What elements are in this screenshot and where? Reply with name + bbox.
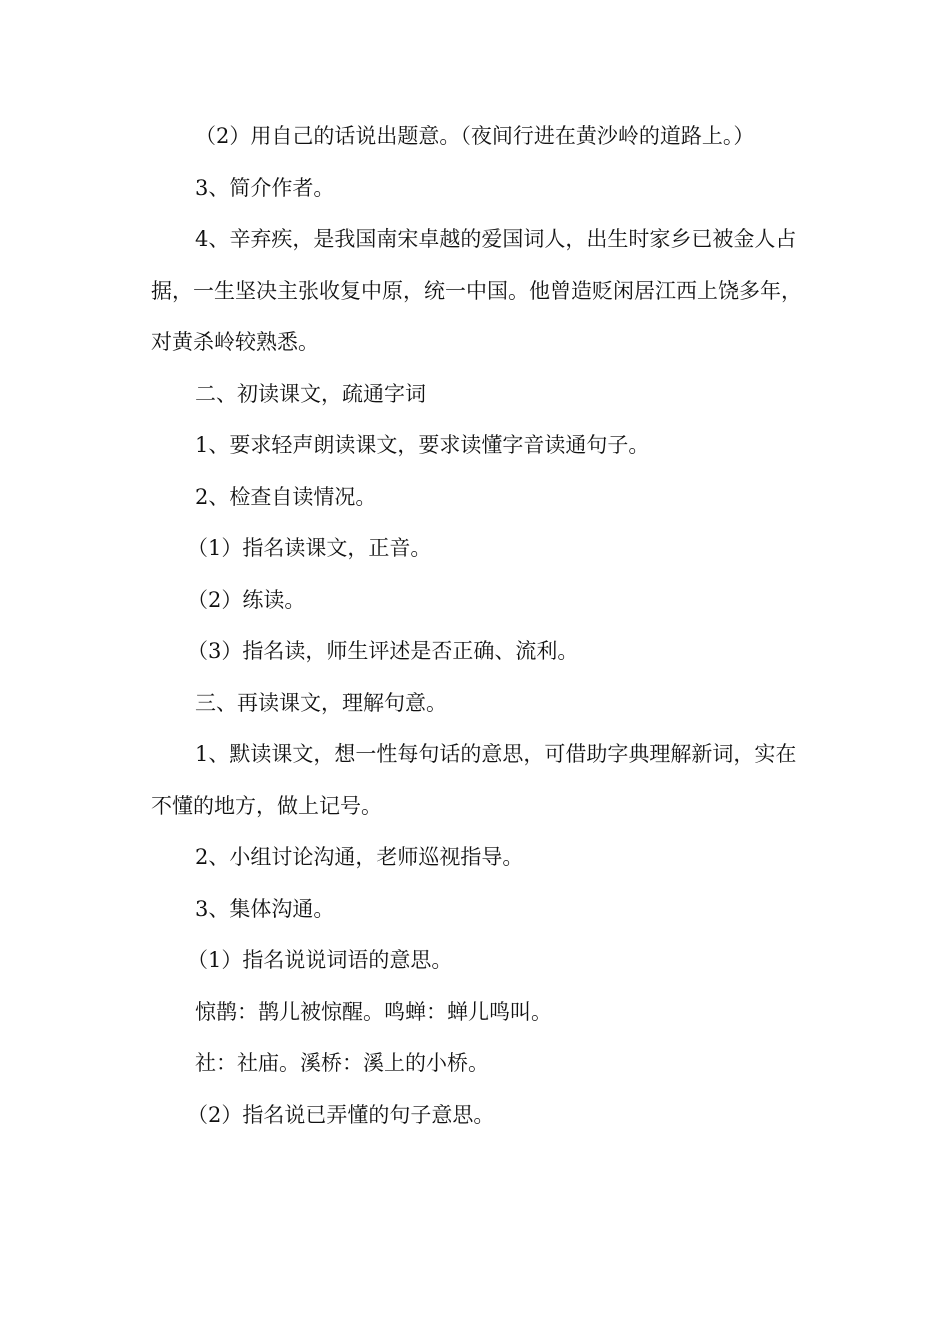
paragraph-title-meaning: （2）用自己的话说出题意。（夜间行进在黄沙岭的道路上。）: [195, 124, 755, 148]
list-item-pronunciation: （1）指名读课文，正音。: [187, 536, 432, 560]
list-item-sentence-meanings: （2）指名说已弄懂的句子意思。: [187, 1102, 495, 1127]
glossary-line-1: 惊鹊：鹊儿被惊醒。鸣蝉：蝉儿鸣叫。: [195, 999, 552, 1024]
paragraph-check-reading: 2、检查自读情况。: [195, 484, 377, 509]
document-body: [151, 111, 811, 1141]
paragraph-read-aloud: 1、要求轻声朗读课文，要求读懂字音读通句子。: [195, 433, 650, 457]
list-item-practice: （2）练读。: [187, 587, 306, 612]
list-item-evaluation: （3）指名读，师生评述是否正确、流利。: [187, 639, 579, 663]
paragraph-author-intro: 3、简介作者。: [195, 175, 335, 200]
section-heading-second-reading: 三、再读课文，理解句意。: [195, 690, 447, 715]
glossary-line-2: 社：社庙。溪桥：溪上的小桥。: [195, 1051, 489, 1075]
list-item-word-meanings: （1）指名说说词语的意思。: [187, 948, 453, 972]
paragraph-group-discussion: 2、小组讨论沟通，老师巡视指导。: [195, 845, 524, 869]
paragraph-silent-reading: 1、默读课文，想一性每句话的意思，可借助字典理解新词，实在不懂的地方，做上记号。: [151, 742, 797, 818]
section-heading-first-reading: 二、初读课文，疏通字词: [195, 381, 426, 406]
paragraph-collective-exchange: 3、集体沟通。: [195, 896, 335, 921]
paragraph-author-bio: 4、辛弃疾，是我国南宋卓越的爱国词人，出生时家乡已被金人占据，一生坚决主张收复中原，统一中国。他曾造贬闲居江西上饶多年，对黄杀岭较熟悉。: [151, 227, 802, 354]
